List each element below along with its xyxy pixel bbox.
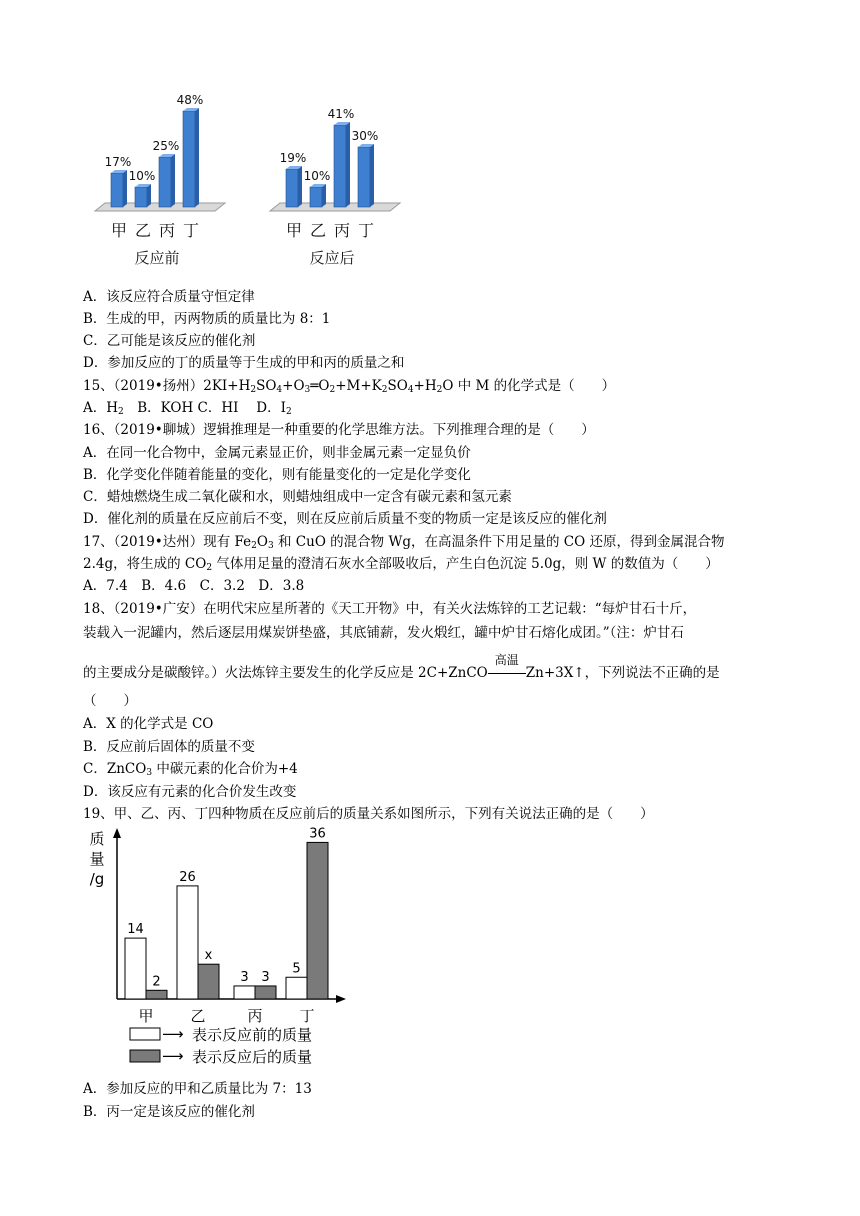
y-axis-label: 质 (89, 830, 105, 848)
q18-option-d: D．该反应有元素的化合价发生改变 (83, 784, 297, 800)
category-label: 丙 (158, 221, 176, 240)
reaction-condition: 高温 (488, 664, 526, 682)
chart-bar (146, 990, 167, 999)
legend-item (130, 1025, 312, 1044)
bar-value-label: 10% (128, 169, 156, 183)
q16-option-d: D．催化剂的质量在反应前后不变，则在反应前后质量不变的物质一定是该反应的催化剂 (83, 511, 607, 527)
q18-option-b: B．反应前后固体的质量不变 (83, 739, 255, 755)
chart-bar (198, 964, 219, 999)
y-axis-arrow-icon (113, 828, 121, 838)
q18-line4: （ ） (83, 693, 137, 709)
q17-stem-line1: 17、（2019•达州）现有 $Fe_2O_3$ 和 CuO 的混合物 Wg，在高温条件下用足量的 CO 还原，得到金属混合物 (83, 534, 725, 551)
bar-value-label: 36 (309, 826, 326, 842)
bar-value-label: 17% (104, 155, 132, 169)
q14-option-b: B．生成的甲，丙两物质的质量比为 8：1 (83, 311, 331, 327)
q17-options: A．7.4 B．4.6 C．3.2 D．3.8 (83, 578, 305, 594)
arrow-icon: ⟶ (162, 1025, 184, 1043)
chart-bar (177, 886, 198, 999)
q19-option-b: B．丙一定是该反应的催化剂 (83, 1104, 255, 1120)
q14-option-a: A．该反应符合质量守恒定律 (83, 289, 255, 305)
category-label: 甲 (285, 221, 303, 240)
q18-line3: 的主要成分是碳酸锌。）火法炼锌主要发生的化学反应是 2C+ZnCO 高温 Zn+3X↑，下列说法不正确的是 (83, 653, 720, 681)
category-label: 乙 (134, 221, 152, 240)
chart-bar (334, 122, 350, 207)
bar-value-label: 48% (176, 93, 204, 107)
q16-option-c: C．蜡烛燃烧生成二氧化碳和水，则蜡烛组成中一定含有碳元素和氢元素 (83, 489, 512, 505)
chart-bar (125, 938, 146, 999)
bar-value-label: 5 (292, 961, 301, 977)
chart-bar (159, 154, 175, 207)
mass-bar-chart (0, 826, 860, 1076)
q16-option-a: A．在同一化合物中，金属元素显正价，则非金属元素一定显负价 (83, 445, 471, 461)
panel-caption: 反应前 (134, 249, 180, 267)
q18-option-a: A．X 的化学式是 CO (83, 716, 214, 732)
y-axis-label: /g (89, 870, 105, 888)
q16-stem: 16、（2019•聊城）逻辑推理是一种重要的化学思维方法。下列推理合理的是（ ） (83, 422, 595, 438)
percent-bar-chart (0, 0, 860, 280)
bar-value-label: 14 (127, 922, 144, 938)
category-label: 乙 (309, 221, 327, 240)
category-label: 甲 (110, 221, 128, 240)
category-label: 丁 (299, 1007, 315, 1025)
arrow-icon: ⟶ (162, 1047, 184, 1065)
bar-value-label: 3 (261, 969, 270, 985)
q15-options: A．$H_2$ B．KOH C．HI D．$I_2$ (83, 400, 292, 417)
chart-bar (286, 166, 302, 207)
q18-option-c: C．ZnCO$_3$ 中碳元素的化合价为+4 (83, 761, 298, 778)
bar-value-label: x (204, 948, 213, 964)
category-label: 丙 (333, 221, 351, 240)
q14-option-d: D．参加反应的丁的质量等于生成的甲和丙的质量之和 (83, 355, 405, 371)
chart-bar (111, 170, 127, 207)
chart-bar (183, 108, 199, 207)
bar-value-label: 3 (240, 969, 249, 985)
q15-stem: 15、（2019•扬州）$2KI+H_2SO_4+O_3═O_2+M+K_2SO_4+H_2O$ 中 M 的化学式是（ ） (83, 378, 616, 395)
category-label: 丁 (182, 221, 200, 240)
chart-bar (286, 977, 307, 999)
panel-caption: 反应后 (309, 249, 355, 267)
x-axis-arrow-icon (336, 995, 346, 1003)
bar-value-label: 25% (152, 139, 180, 153)
chart-bar (310, 184, 326, 207)
q19-stem: 19、甲、乙、丙、丁四种物质在反应前后的质量关系如图所示，下列有关说法正确的是（ ） (83, 806, 654, 822)
bar-value-label: 26 (179, 869, 196, 885)
legend-label: 表示反应后的质量 (192, 1048, 313, 1066)
q17-stem-line2: 2.4g，将生成的 $CO_2$ 气体用足量的澄清石灰水全部吸收后，产生白色沉淀 5.0g，则 W 的数值为（ ） (83, 556, 719, 573)
chart-bar (255, 986, 276, 999)
category-label: 丙 (247, 1007, 263, 1025)
chart-bar (358, 144, 374, 207)
chart-bar (135, 184, 151, 207)
q16-option-b: B．化学变化伴随着能量的变化，则有能量变化的一定是化学变化 (83, 467, 471, 483)
legend-item (130, 1047, 312, 1066)
category-label: 乙 (190, 1007, 206, 1025)
bar-value-label: 10% (303, 169, 331, 183)
category-label: 甲 (138, 1007, 154, 1025)
bar-value-label: 2 (152, 974, 161, 990)
chart-bar (307, 842, 328, 999)
bar-value-label: 19% (279, 151, 307, 165)
bar-value-label: 30% (351, 129, 379, 143)
y-axis-label: 量 (89, 850, 105, 868)
bar-value-label: 41% (327, 107, 355, 121)
legend-label: 表示反应前的质量 (192, 1026, 313, 1044)
q19-option-a: A．参加反应的甲和乙质量比为 7：13 (83, 1081, 312, 1097)
chart-bar (234, 986, 255, 999)
q18-line1: 18、（2019•广安）在明代宋应星所著的《天工开物》中，有关火法炼锌的工艺记载：“每炉甘石十斤， (83, 601, 697, 617)
category-label: 丁 (357, 221, 375, 240)
q14-option-c: C．乙可能是该反应的催化剂 (83, 333, 256, 349)
q18-line2: 装载入一泥罐内，然后逐层用煤炭饼垫盛，其底铺薪，发火煅红，罐中炉甘石熔化成团。”（注：炉甘石 (83, 625, 684, 641)
